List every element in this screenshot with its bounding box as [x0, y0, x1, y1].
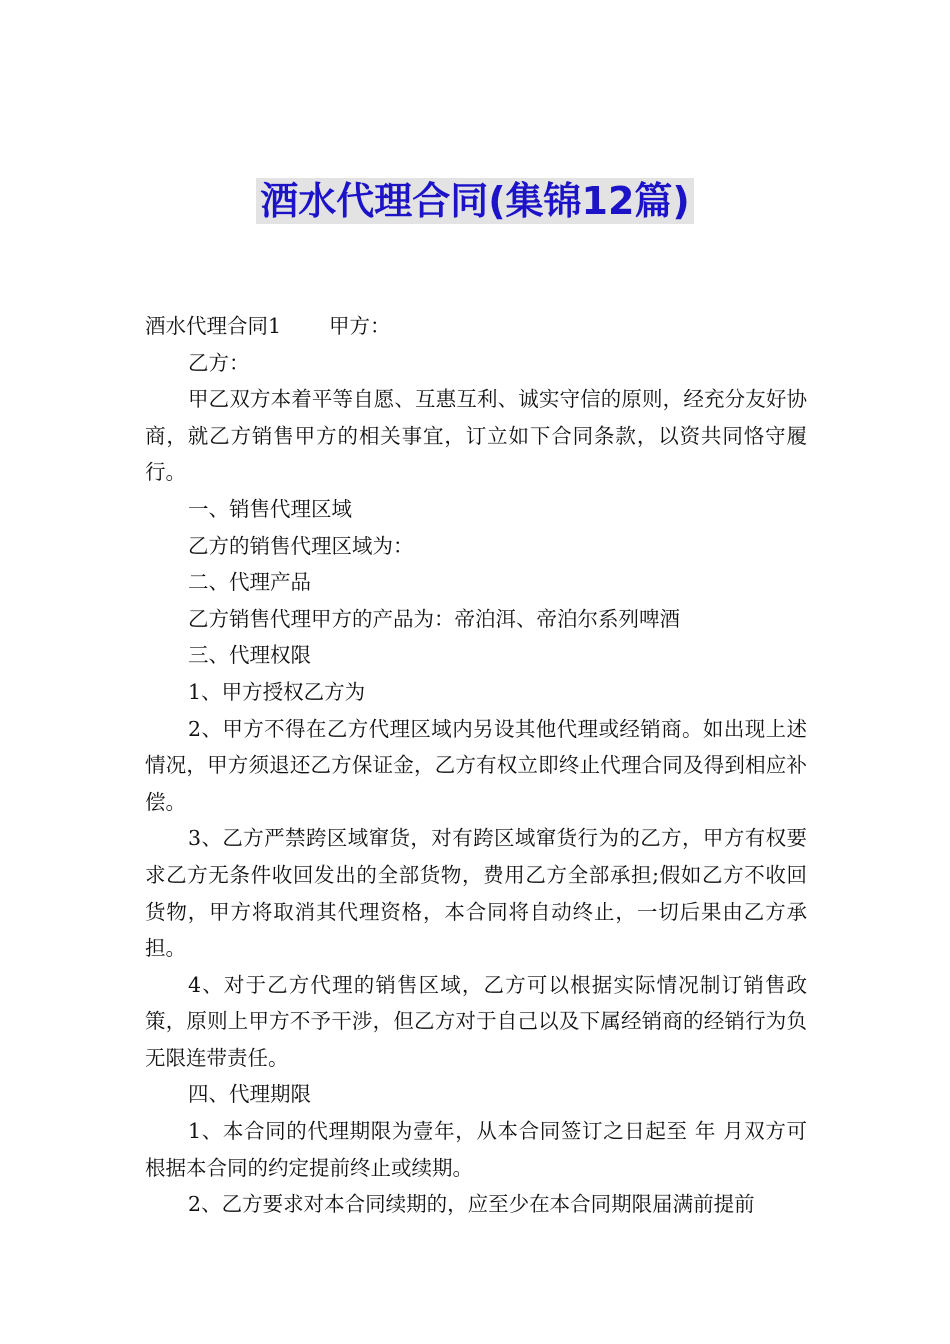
title-container — [0, 178, 950, 224]
party-a-label: 甲方： — [329, 314, 391, 338]
section-heading: 二、代理产品 — [188, 570, 312, 595]
paragraph: 2、乙方要求对本合同续期的，应至少在本合同期限届满前提前 — [188, 1192, 755, 1217]
document-title: 酒水代理合同(集锦12篇) — [256, 178, 694, 224]
section-heading: 四、代理期限 — [188, 1082, 312, 1107]
first-line — [145, 308, 807, 345]
contract-heading: 酒水代理合同1 — [145, 314, 282, 338]
paragraph: 乙方： — [188, 350, 250, 375]
paragraph: 乙方销售代理甲方的产品为：帝泊洱、帝泊尔系列啤酒 — [188, 606, 681, 631]
paragraph: 3、乙方严禁跨区域窜货，对有跨区域窜货行为的乙方，甲方有权要求乙方无条件收回发出的全部货物，费用乙方全部承担;假如乙方不收回货物，甲方将取消其代理资格，本合同将自动终止，一切后果由乙方承担。 — [145, 826, 807, 961]
paragraph: 乙方的销售代理区域为： — [188, 533, 414, 558]
section-heading: 三、代理权限 — [188, 643, 312, 668]
document-body — [145, 308, 807, 1223]
paragraph: 2、甲方不得在乙方代理区域内另设其他代理或经销商。如出现上述情况，甲方须退还乙方保证金，乙方有权立即终止代理合同及得到相应补偿。 — [145, 716, 807, 814]
section-heading: 一、销售代理区域 — [188, 496, 353, 521]
paragraph: 4、对于乙方代理的销售区域，乙方可以根据实际情况制订销售政策，原则上甲方不予干涉，但乙方对于自己以及下属经销商的经销行为负无限连带责任。 — [145, 972, 807, 1070]
paragraph: 1、甲方授权乙方为 — [188, 679, 366, 704]
paragraph: 1、本合同的代理期限为壹年，从本合同签订之日起至 年 月双方可根据本合同的约定提前终止或续期。 — [145, 1119, 807, 1180]
paragraph: 甲乙双方本着平等自愿、互惠互利、诚实守信的原则，经充分友好协商，就乙方销售甲方的相关事宜，订立如下合同条款，以资共同恪守履行。 — [145, 387, 807, 485]
